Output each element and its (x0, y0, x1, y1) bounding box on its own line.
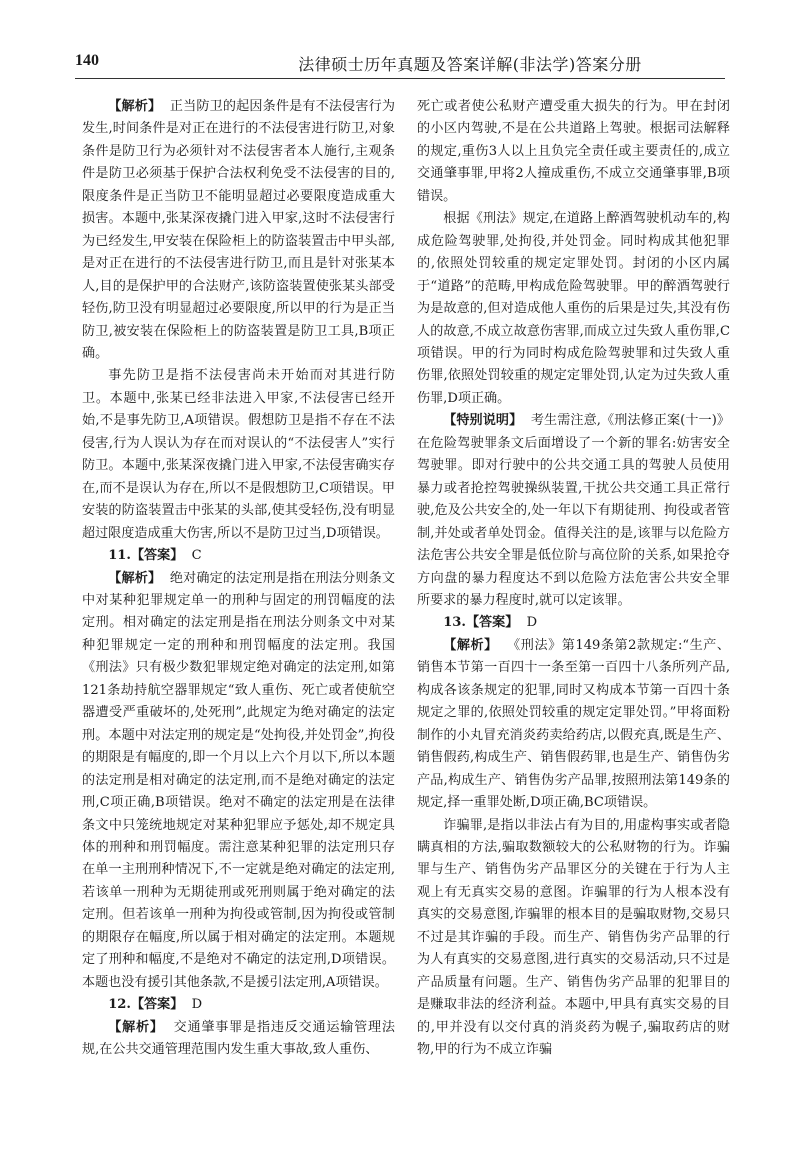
paragraph-text: 考生需注意,《刑法修正案(十一)》在危险驾驶罪条文后面增设了一个新的罪名:妨害安全驾驶罪。即对行驶中的公共交通工具的驾驶人员使用暴力或者抢控驾驶操纵装置,干扰公共交通工具正常行驶,危及公共安全的,处一年以下有期徒刑、拘役或者管制,并处或者单处罚金。值得关注的是,该罪与以危险方法危害公共安全罪是低位阶与高位阶的关系,如果抢夺方向盘的暴力程度达不到以危险方法危害公共安全罪所要求的暴力程度时,就可以定该罪。 (417, 413, 730, 608)
paragraph (417, 635, 730, 815)
answer-label: 13.【答案】 (443, 615, 519, 631)
paragraph-label: 【解析】 (108, 99, 162, 114)
running-title: 法律硕士历年真题及答案详解(非法学)答案分册 (298, 55, 642, 74)
answer-line (82, 545, 395, 567)
paragraph (417, 815, 730, 1062)
answer-line (417, 612, 730, 634)
paragraph-text: 正当防卫的起因条件是有不法侵害行为发生,时间条件是对正在进行的不法侵害进行防卫,对象条件是防卫行为必须针对不法侵害者本人施行,主观条件是防卫必须基于保护合法权利免受不法侵害的目的,限度条件是正当防卫不能明显超过必要限度造成重大损害。本题中,张某深夜撬门进入甲家,这时不法侵害行为已经发生,甲安装在保险柜上的防盗装置击中甲头部,是对正在进行的不法侵害进行防卫,而且是针对张某本人,目的是保护甲的合法财产,该防盗装置使张某头部受轻伤,防卫没有明显超过必要限度,所以甲的行为是正当防卫,被安装在保险柜上的防盗装置是防卫工具,B项正确。 (82, 99, 396, 361)
paragraph-text: 绝对确定的法定刑是指在刑法分则条文中对某种犯罪规定单一的刑种与固定的刑罚幅度的法定刑。相对确定的法定刑是指在刑法分则条文中对某种犯罪规定一定的刑种和刑罚幅度的法定刑。我国《刑法》只有极少数犯罪规定绝对确定的法定刑,如第121条劫持航空器罪规定“致人重伤、死亡或者使航空器遭受严重破坏的,处死刑”,此规定为绝对确定的法定刑。本题中对法定刑的规定是“处拘役,并处罚金”,拘役的期限是有幅度的,即一个月以上六个月以下,所以本题的法定刑是相对确定的法定刑,而不是绝对确定的法定刑,C项正确,B项错误。绝对不确定的法定刑是在法律条文中只笼统地规定对某种犯罪应予惩处,却不规定具体的刑种和刑罚幅度。需注意某种犯罪的法定刑只存在单一主刑刑种情况下,不一定就是绝对确定的法定刑,若该单一刑种为无期徒刑或死刑则属于绝对确定的法定刑。但若该单一刑种为拘役或管制,因为拘役或管制的期限存在幅度,所以属于相对确定的法定刑。本题规定了刑种和幅度,不是绝对不确定的法定刑,D项错误。本题也没有援引其他条款,不是援引法定刑,A项错误。 (82, 570, 396, 990)
paragraph-text: 交通肇事罪是指违反交通运输管理法规,在公共交通管理范围内发生重大事故,致人重伤、 (82, 1019, 396, 1058)
paragraph-continued (417, 96, 730, 208)
answer-value: C (191, 548, 202, 564)
paragraph-label: 【解析】 (108, 570, 162, 586)
special-note (417, 410, 730, 612)
paragraph-text: 事先防卫是指不法侵害尚未开始而对其进行防卫。本题中,张某已经非法进入甲家,不法侵害已经开始,不是事先防卫,A项错误。假想防卫是指不存在不法侵害,行为人误认为存在而对误认的“不法侵害人”实行防卫。本题中,张某深夜撬门进入甲家,不法侵害确实存在,而不是误认为存在,所以不是假想防卫,C项错误。甲安装的防盗装置击中张某的头部,使其受轻伤,没有明显超过限度造成重大伤害,所以不是防卫过当,D项错误。 (82, 368, 395, 541)
answer-line (82, 994, 395, 1016)
paragraph (82, 568, 395, 995)
answer-label: 11.【答案】 (108, 548, 184, 564)
page-header (75, 50, 725, 82)
paragraph (82, 96, 395, 365)
paragraph-label: 【解析】 (108, 1019, 164, 1035)
paragraph-label: 【解析】 (443, 637, 498, 653)
paragraph (82, 1017, 395, 1062)
paragraph (417, 208, 730, 410)
header-rule (75, 78, 725, 79)
paragraph (82, 365, 395, 545)
answer-label: 12.【答案】 (108, 997, 184, 1013)
page-number: 140 (75, 52, 99, 69)
right-column (417, 96, 730, 1061)
paragraph-text: 根据《刑法》规定,在道路上醉酒驾驶机动车的,构成危险驾驶罪,处拘役,并处罚金。同时构成其他犯罪的,依照处罚较重的规定定罪处罚。封闭的小区内属于“道路”的范畴,甲构成危险驾驶罪。甲的醉酒驾驶行为是故意的,但对造成他人重伤的后果是过失,其没有伤人的故意,不成立故意伤害罪,而成立过失致人重伤罪,C项错误。甲的行为同时构成危险驾驶罪和过失致人重伤罪,依照处罚较重的规定定罪处罚,认定为过失致人重伤罪,D项正确。 (417, 211, 730, 406)
paragraph-text: 《刑法》第149条第2款规定:“生产、销售本节第一百四十一条至第一百四十八条所列产品,构成各该条规定的犯罪,同时又构成本节第一百四十条规定之罪的,依照处罚较重的规定定罪处罚。”甲将面粉制作的小丸冒充消炎药卖给药店,以假充真,既是生产、销售假药,构成生产、销售假药罪,也是生产、销售伪劣产品,构成生产、销售伪劣产品罪,按照刑法第149条的规定,择一重罪处断,D项正确,BC项错误。 (417, 637, 730, 811)
paragraph-label: 【特别说明】 (443, 413, 523, 429)
paragraph-text: 诈骗罪,是指以非法占有为目的,用虚构事实或者隐瞒真相的方法,骗取数额较大的公私财物的行为。诈骗罪与生产、销售伪劣产品罪区分的关键在于行为人主观上有无真实交易的意图。诈骗罪的行为人根本没有真实的交易意图,诈骗罪的根本目的是骗取财物,交易只不过是其诈骗的手段。而生产、销售伪劣产品罪的行为人有真实的交易意图,进行真实的交易活动,只不过是产品质量有问题。生产、销售伪劣产品罪的犯罪目的是赚取非法的经济利益。本题中,甲具有真实交易的目的,甲并没有以交付真的消炎药为幌子,骗取药店的财物,甲的行为不成立诈骗 (417, 817, 730, 1058)
answer-value: D (526, 615, 538, 631)
answer-value: D (191, 997, 203, 1013)
paragraph-text: 死亡或者使公私财产遭受重大损失的行为。甲在封闭的小区内驾驶,不是在公共道路上驾驶。根据司法解释的规定,重伤3人以上且负完全责任或主要责任的,成立交通肇事罪,甲将2人撞成重伤,不成立交通肇事罪,B项错误。 (417, 99, 730, 204)
left-column (82, 96, 395, 1061)
